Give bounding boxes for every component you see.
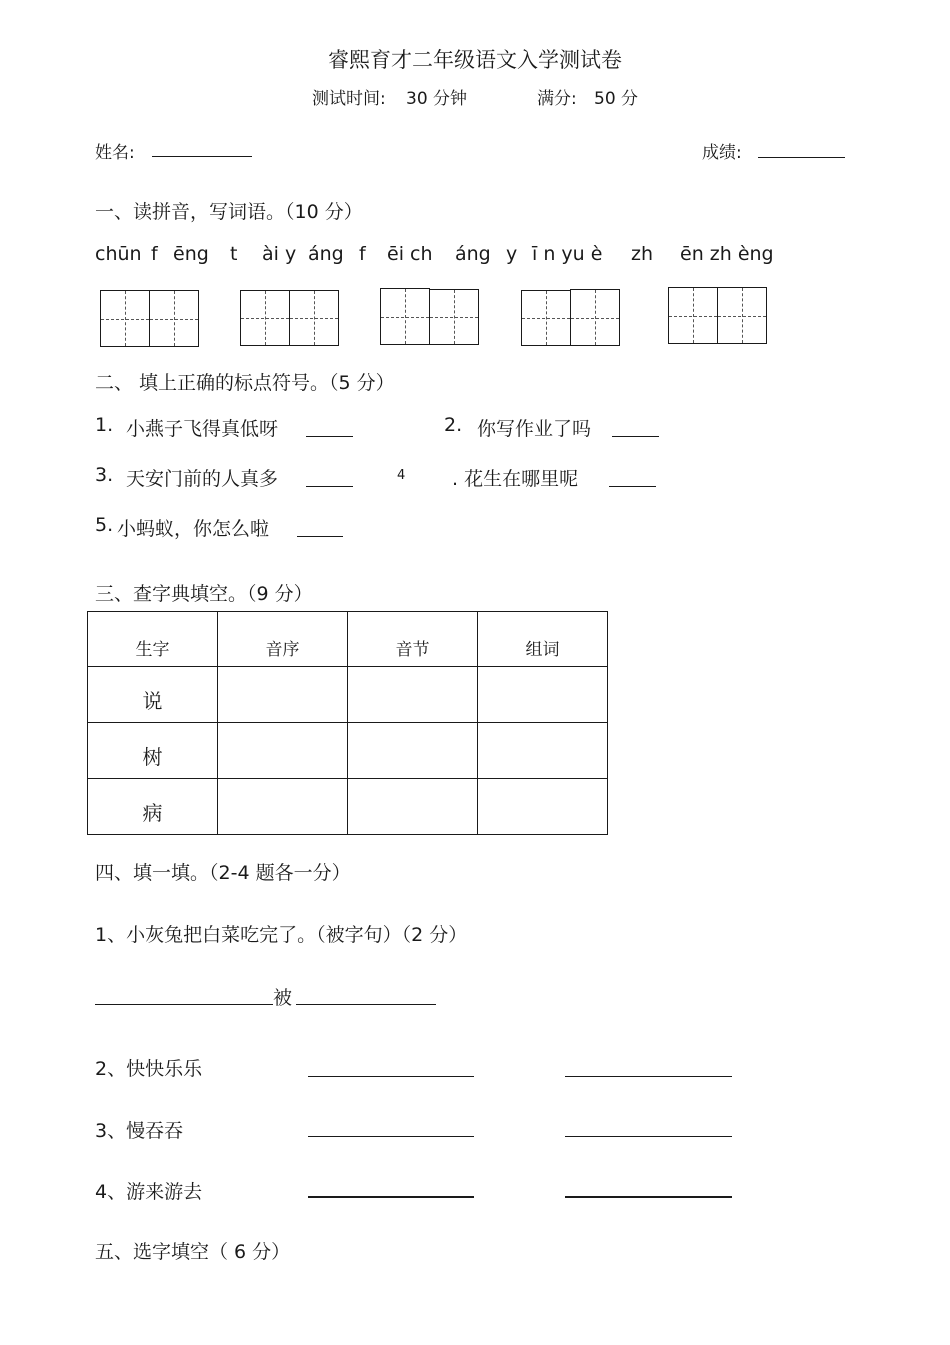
punct-blank[interactable] (297, 536, 343, 537)
score-label: 满分: (537, 89, 577, 109)
punct-item-5-num: 5. (95, 514, 114, 536)
writing-box[interactable] (149, 290, 199, 347)
character-cell: 说 (88, 667, 218, 723)
answer-cell[interactable] (348, 667, 478, 723)
punct-item-4-num: 4 (397, 468, 406, 483)
answer-line[interactable] (95, 1004, 273, 1005)
table-row (88, 723, 608, 779)
answer-cell[interactable] (348, 779, 478, 835)
score-value: 50 分 (594, 89, 639, 109)
answer-cell[interactable] (218, 667, 348, 723)
writing-box[interactable] (100, 290, 150, 347)
column-header: 组词 (478, 612, 608, 667)
punct-blank[interactable] (306, 436, 353, 437)
punct-item-4-text: . 花生在哪里呢 (452, 468, 579, 490)
table-row (88, 667, 608, 723)
section3-heading: 三、查字典填空。（9 分） (95, 583, 313, 605)
writing-box[interactable] (240, 290, 290, 346)
answer-line[interactable] (308, 1136, 474, 1137)
answer-cell[interactable] (478, 779, 608, 835)
pinyin-6: áng (308, 243, 344, 265)
grade-label: 成绩: (702, 143, 742, 163)
writing-box[interactable] (717, 287, 767, 344)
question-4: 4、游来游去 (95, 1181, 203, 1203)
punct-blank[interactable] (609, 486, 656, 487)
section5-heading: 五、选字填空（ 6 分） (95, 1241, 291, 1263)
pinyin-1: chūn (95, 243, 142, 265)
time-label: 测试时间: (312, 89, 386, 109)
punct-item-2-num: 2. (444, 414, 463, 436)
answer-line[interactable] (565, 1136, 732, 1137)
grade-field[interactable] (758, 157, 845, 158)
writing-box[interactable] (521, 290, 571, 346)
column-header: 音节 (348, 612, 478, 667)
pinyin-8: ēi ch (387, 243, 433, 265)
pinyin-5: ài y (262, 243, 297, 265)
character-cell: 病 (88, 779, 218, 835)
answer-line[interactable] (296, 1004, 436, 1005)
writing-box[interactable] (570, 289, 620, 346)
answer-cell[interactable] (478, 667, 608, 723)
bei-character: 被 (273, 987, 293, 1009)
dictionary-table (87, 611, 608, 835)
answer-line[interactable] (308, 1196, 474, 1198)
writing-box[interactable] (429, 289, 479, 345)
writing-box[interactable] (668, 287, 718, 344)
pinyin-4: t (230, 243, 238, 265)
punct-item-2-text: 你写作业了吗 (477, 418, 592, 440)
table-row (88, 779, 608, 835)
pinyin-12: zh (631, 243, 654, 265)
column-header: 音序 (218, 612, 348, 667)
punct-blank[interactable] (612, 436, 659, 437)
punct-item-1-num: 1. (95, 414, 114, 436)
table-header-row (88, 612, 608, 667)
character-cell: 树 (88, 723, 218, 779)
answer-line[interactable] (565, 1196, 732, 1198)
page-title: 睿熙育才二年级语文入学测试卷 (328, 48, 622, 72)
section1-heading: 一、读拼音，写词语。（10 分） (95, 201, 363, 223)
punct-item-3-text: 天安门前的人真多 (126, 468, 279, 490)
answer-line[interactable] (565, 1076, 732, 1077)
question-3: 3、慢吞吞 (95, 1120, 184, 1142)
punct-item-1-text: 小燕子飞得真低呀 (126, 418, 279, 440)
question-1: 1、小灰兔把白菜吃完了。（被字句）（2 分） (95, 924, 468, 946)
pinyin-3: ēng (173, 243, 209, 265)
question-2: 2、快快乐乐 (95, 1058, 203, 1080)
punct-item-5-text: 小蚂蚁，你怎么啦 (117, 518, 270, 540)
pinyin-10: y (506, 243, 518, 265)
time-value: 30 分钟 (406, 89, 468, 109)
writing-box[interactable] (289, 290, 339, 346)
punct-item-3-num: 3. (95, 464, 114, 486)
answer-cell[interactable] (218, 723, 348, 779)
pinyin-7: f (359, 243, 366, 265)
name-label: 姓名: (95, 143, 135, 163)
punct-blank[interactable] (306, 486, 353, 487)
pinyin-9: áng (455, 243, 491, 265)
answer-cell[interactable] (478, 723, 608, 779)
section4-heading: 四、填一填。（2-4 题各一分） (95, 862, 351, 884)
section2-heading: 二、 填上正确的标点符号。（5 分） (95, 372, 395, 394)
writing-box[interactable] (380, 288, 430, 345)
column-header: 生字 (88, 612, 218, 667)
answer-cell[interactable] (218, 779, 348, 835)
answer-line[interactable] (308, 1076, 474, 1077)
pinyin-13: ēn zh èng (680, 243, 774, 265)
pinyin-11: ī n yu è (532, 243, 603, 265)
pinyin-2: f (151, 243, 158, 265)
name-field[interactable] (152, 156, 252, 157)
answer-cell[interactable] (348, 723, 478, 779)
